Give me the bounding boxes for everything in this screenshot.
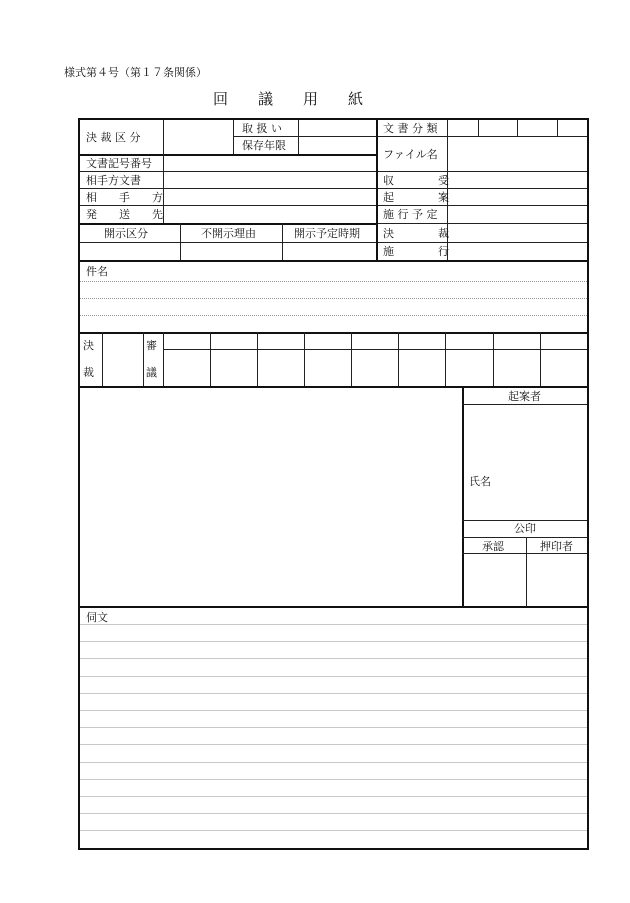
ruled-line [80,796,587,797]
divider [163,120,164,154]
sai-label: 裁 [83,366,94,379]
nondisclosure-reason-label: 不開示理由 [201,227,256,240]
ruled-line [80,624,587,625]
subject-label: 件名 [86,265,108,278]
divider [376,171,587,172]
ruled-line [80,762,587,763]
approval-form [78,118,589,850]
divider [80,223,376,225]
stamper-label: 押印者 [540,540,573,553]
divider [80,188,376,189]
divider [163,154,164,223]
file-name-label: ファイル名 [383,148,438,161]
ruled-line [80,693,587,694]
ruled-line [80,744,587,745]
ruled-line [80,727,587,728]
ruled-line [80,779,587,780]
divider [376,223,587,224]
divider [80,154,376,156]
divider [462,404,587,405]
counterparty-doc-label: 相手方文書 [86,174,141,187]
divider [80,242,376,243]
divider [462,553,587,554]
ruled-line [80,710,587,711]
divider [143,332,144,387]
divider [462,520,587,521]
subject-line [80,281,587,282]
approval-label: 承認 [482,540,504,553]
divider [163,349,587,350]
divider [462,537,587,538]
divider [80,171,376,172]
divider [233,136,376,137]
divider [102,332,103,387]
divider [180,223,181,260]
retention-label: 保存年限 [242,139,286,152]
ruled-line [80,658,587,659]
divider [445,332,446,387]
divider [517,120,518,136]
divider [80,332,587,334]
divider [557,120,558,136]
ketsu-label: 決 [83,339,94,352]
gi-label: 議 [146,366,157,379]
divider [80,205,376,206]
divider [298,120,299,154]
scheduled-label: 施 行 予 定 [383,208,438,221]
ruled-line [80,830,587,831]
recipient-label: 発 送 先 [86,208,163,221]
name-label: 氏名 [469,475,491,488]
counterparty-label: 相 手 方 [86,191,163,204]
official-seal-label: 公印 [514,522,536,535]
drafter-label: 起案者 [508,390,541,403]
divider [462,386,464,607]
divider [526,537,527,607]
divider [398,332,399,387]
approved-label: 決 裁 [383,227,449,240]
ruled-line [80,641,587,642]
inquiry-label: 伺文 [86,611,108,624]
shin-label: 審 [146,339,157,352]
divider [540,332,541,387]
disclosure-category-label: 開示区分 [104,227,148,240]
subject-line [80,315,587,316]
disclosure-schedule-label: 開示予定時期 [294,227,360,240]
divider [80,260,587,262]
divider [282,223,283,260]
divider [304,332,305,387]
decision-category-label: 決 裁 区 分 [86,131,141,144]
divider [376,205,587,206]
drafted-label: 起 案 [383,191,449,204]
received-label: 収 受 [383,174,449,187]
divider [163,332,164,387]
doc-number-label: 文書記号番号 [86,157,152,170]
form-number: 様式第４号（第１７条関係） [64,66,207,79]
divider [257,332,258,387]
divider [493,332,494,387]
handling-label: 取 扱 い [242,122,282,135]
divider [351,332,352,387]
divider [233,120,234,154]
divider [376,136,587,137]
ruled-line [80,813,587,814]
divider [376,242,587,243]
enforced-label: 施 行 [383,245,449,258]
doc-classification-label: 文 書 分 類 [383,122,438,135]
form-title: 回 議 用 紙 [213,90,364,108]
divider [376,188,587,189]
divider [376,120,378,260]
divider [478,120,479,136]
divider [80,386,587,388]
ruled-line [80,676,587,677]
divider [80,606,587,608]
divider [210,332,211,387]
subject-line [80,298,587,299]
